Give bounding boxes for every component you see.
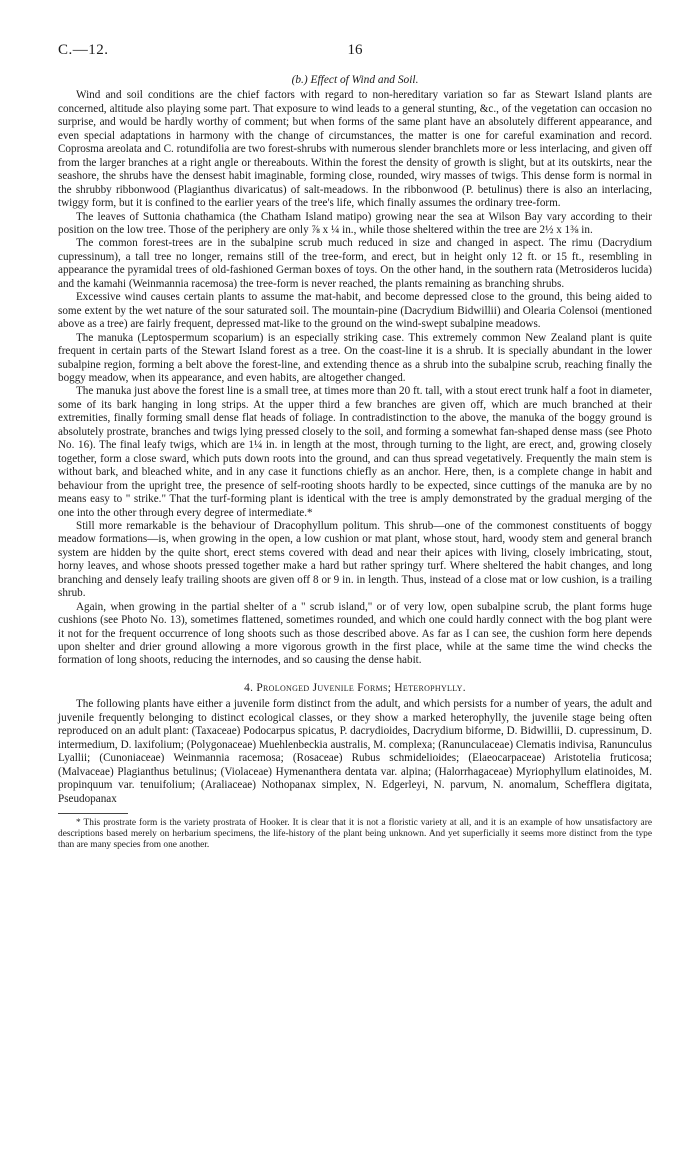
page-header bbox=[58, 44, 652, 66]
paragraph: Wind and soil conditions are the chief factors with regard to non-hereditary variation so far as Stewart Island plants are concerned, altitude also playing some part. That exposure to wind leads to a general stunting, &c., of the vegetation can occasion no surprise, and would be hardly worthy of comment; but when forms of the same plant have an absolutely different appearance, and even special adaptations in harmony with the change of circumstances, the matter is one for careful examination and record. Coprosma areolata and C. rotundifolia are two forest-shrubs with numerous slender branchlets more or less interlacing, and given off from the larger branches at a right angle or thereabouts. Within the forest the density of growth is slight, but at its outskirts, near the seashore, the shrubs have the densest habit imaginable, forming close, rounded, wiry masses of twigs. This dense form is normal in the shrubby ribbonwood (Plagianthus divaricatus) of salt-meadows. In the ribbonwood (P. betulinus) there is also an interlacing, twiggy form, but it is confined to the earlier years of the tree's life, which finally assumes the ordinary tree-form. bbox=[58, 89, 652, 210]
paragraph: Again, when growing in the partial shelter of a " scrub island," or of very low, open subalpine scrub, the plant forms huge cushions (see Photo No. 13), sometimes flattened, sometimes rounded, and which one could hardly connect with the bog plant were it not for the frequent occurrence of long shoots such as those described above. As far as I can see, the cushion form here depends upon shelter and drier ground allowing a more vigorous growth in the first place, while at the same time the wind checks the formation of long shoots, reducing the internodes, and so causing the dense habit. bbox=[58, 600, 652, 667]
section-heading-juvenile-forms: 4. Prolonged Juvenile Forms; Heterophylly. bbox=[244, 681, 466, 694]
paragraph: The manuka (Leptospermum scoparium) is an especially striking case. This extremely common New Zealand plant is quite frequent in certain parts of the Stewart Island forest as a tree. On the coast-line it is a shrub. It is specially abundant in the lower subalpine region, forming a belt above the forest-line, and extending thence as a shrub into the subalpine scrub, reaching finally the boggy meadow, when its appearance, and even habits, are altogether changed. bbox=[58, 331, 652, 384]
paragraph: The manuka just above the forest line is a small tree, at times more than 20 ft. tall, with a stout erect trunk half a foot in diameter, some of its bark hanging in long strips. At the upper third a few branches are given off, which are much branched at their extremities, finally forming small dense flat heads of foliage. In contradistinction to the above, the manuka of the boggy ground is absolutely prostrate, branches and twigs lying pressed closely to the soil, and forming a somewhat fan-shaped dense mass (see Photo No. 16). The final leafy twigs, which are 1¼ in. in length at the most, through turning to the light, are erect, and, growing closely together, form a close sward, which puts down roots into the ground, and can thus spread vegetatively. Frequently the main stem is without bark, and bleached white, and in any case it functions chiefly as an anchor. Here, then, is a complete change in habit and behaviour from the upright tree, the presence of self-rooting shoots hardly to be expected, since cuttings of the manuka are by no means easy to " strike." That the turf-forming plant is identical with the tree is amply demonstrated by the gradual merging of the one into the other through every degree of intermediate.* bbox=[58, 385, 652, 519]
section-heading-wind-soil: (b.) Effect of Wind and Soil. bbox=[291, 74, 419, 86]
footnote: * This prostrate form is the variety prostrata of Hooker. It is clear that it is not a floristic variety at all, and it is an example of how unsatisfactory are descriptions based merely on herbarium specimens, the life-history of the plant being unknown. And yet superficially it seems more distinct from the type than are many species from one another. bbox=[58, 818, 652, 851]
paragraph: Excessive wind causes certain plants to assume the mat-habit, and become depressed close to the ground, this being aided to some extent by the wet nature of the sour saturated soil. The mountain-pine (Dacrydium Bidwillii) and Olearia Colensoi (mentioned above as a tree) are fairly frequent, depressed mat-like to the ground on the wind-swept subalpine meadows. bbox=[58, 291, 652, 331]
page-number: 16 bbox=[347, 42, 363, 58]
paragraph: The common forest-trees are in the subalpine scrub much reduced in size and changed in aspect. The rimu (Dacrydium cupressinum), a tall tree no longer, remains still of the tree-form, and erect, but in height only 12 ft. or 15 ft., resembling in appearance the pyramidal trees of old-fashioned German boxes of toys. On the other hand, in the southern rata (Metrosideros lucida) and the kamahi (Weinmannia racemosa) the tree-form is never reached, the plants remaining as branching shrubs. bbox=[58, 237, 652, 290]
footnote-divider bbox=[58, 813, 128, 814]
paragraph: The following plants have either a juvenile form distinct from the adult, and which persists for a number of years, the adult and juvenile frequently belonging to distinct ecological classes, or they show a marked heterophylly, the juvenile stage being often reproduced on an adult plant: (Taxaceae) Podocarpus spicatus, P. dacrydioides, Dacrydium biforme, D. Bidwillii, D. cupressinum, D. intermedium, D. laxifolium; (Polygonaceae) Muehlenbeckia australis, M. complexa; (Ranunculaceae) Clematis indivisa, Ranunculus Lyallii; (Cunoniaceae) Weinmannia racemosa; (Rosaceae) Rubus schmidelioides; (Elaeocarpaceae) Aristotelia fruticosa; (Malvaceae) Plagianthus betulinus; (Violaceae) Hymenanthera dentata var. alpina; (Halorrhagaceae) Myriophyllum elatinoides, M. propinquum var. tenuifolium; (Araliaceae) Nothopanax simplex, N. Edgerleyi, N. parvum, N. anomalum, Schefflera digitata, Pseudopanax bbox=[58, 698, 652, 805]
paragraph: Still more remarkable is the behaviour of Dracophyllum politum. This shrub—one of the commonest constituents of boggy meadow formations—is, when growing in the open, a low cushion or mat plant, whose stout, hard, woody stem and general branch system are hidden by the quite short, erect stems covered with dead and near their apices with living, closely imbricating, stout, horny leaves, and whose shoots pressed together make a hard but rather springy turf. Where sheltered the habit changes, and long branching and densely leafy trailing shoots are given off 8 or 9 in. in length. Thus, instead of a close mat or low cushion, is a trailing shrub. bbox=[58, 519, 652, 600]
document-reference: C.—12. bbox=[58, 42, 109, 58]
paragraph: The leaves of Suttonia chathamica (the Chatham Island matipo) growing near the sea at Wilson Bay vary according to their position on the low tree. Those of the periphery are only ⅞ x ¼ in., while those sheltered within the tree are 2½ x 1⅜ in. bbox=[58, 210, 652, 236]
